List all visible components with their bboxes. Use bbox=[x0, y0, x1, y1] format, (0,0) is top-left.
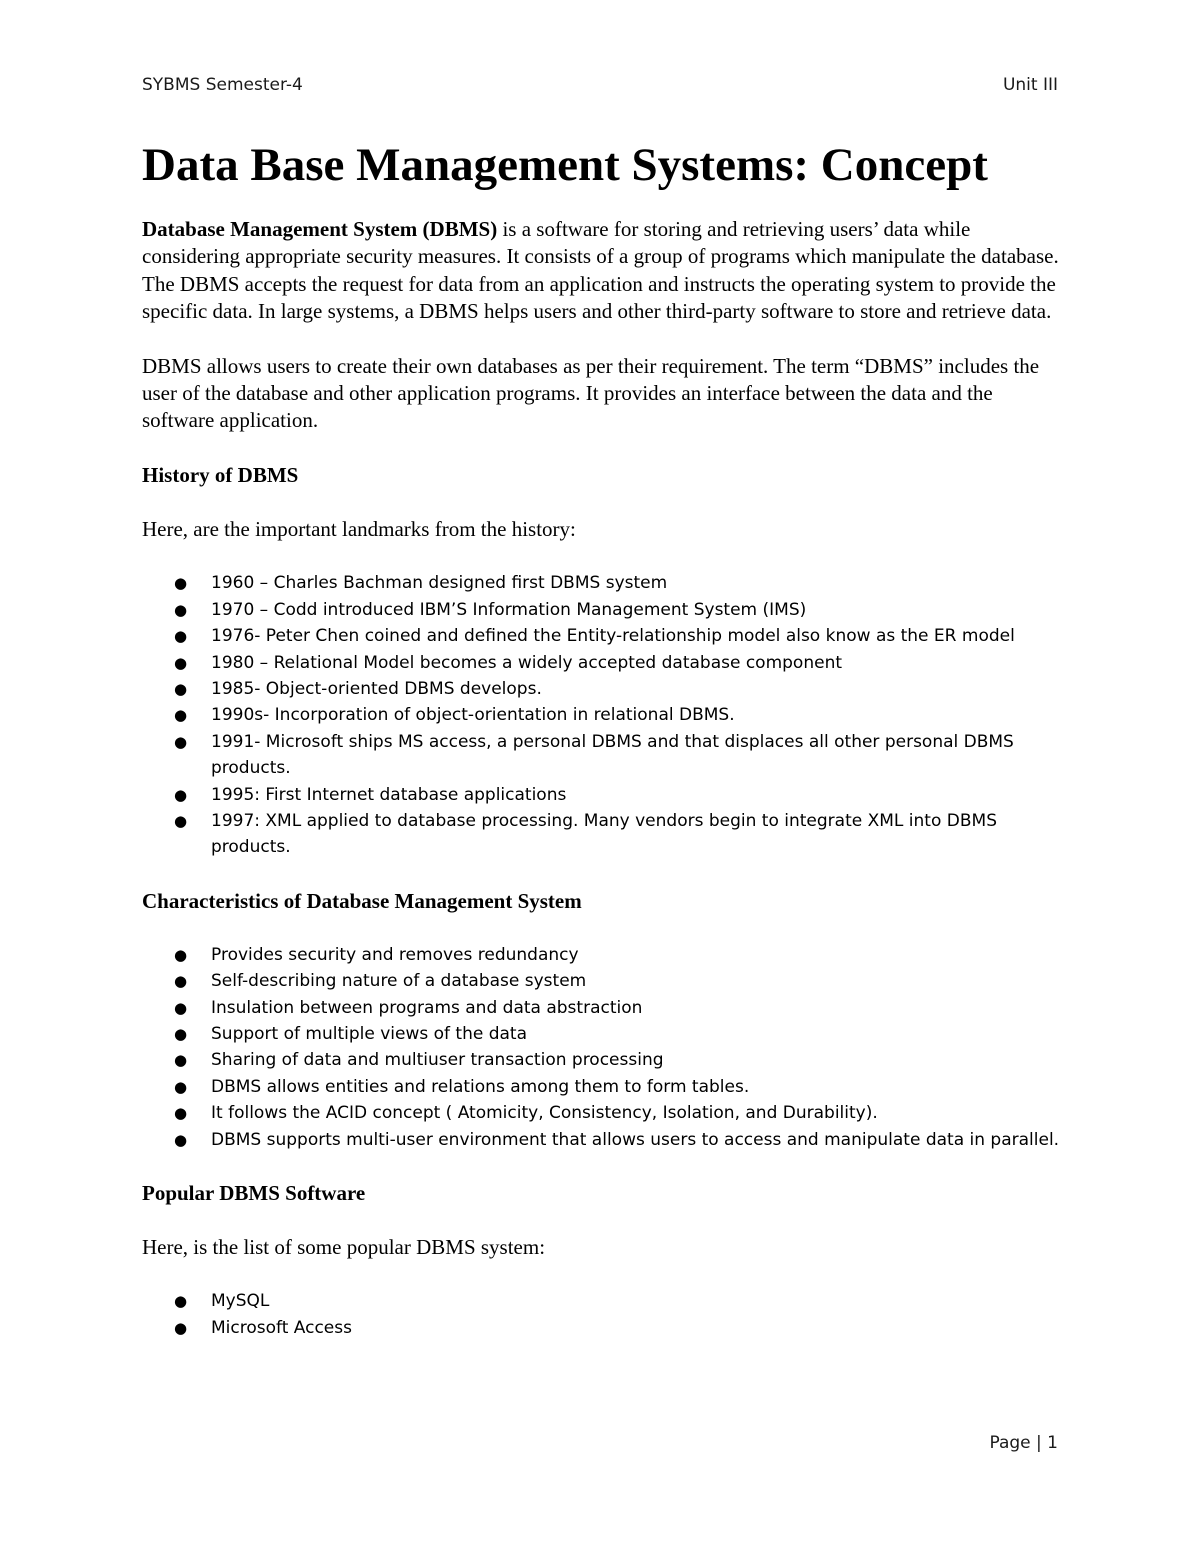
list-item-text: MySQL bbox=[211, 1291, 270, 1312]
intro-text: is a software for storing and retrieving users’ data while considering appropriate security measures. It consists of a group of programs which manipulate the database. The DBMS accepts the request for data from an application and instructs the operating system to provide the specific data. In large systems, a DBMS helps users and other third-party software to store and retrieve data. bbox=[142, 217, 1059, 324]
list-item bbox=[142, 808, 1062, 861]
list-item-text: Sharing of data and multiuser transaction processing bbox=[211, 1050, 664, 1071]
page-content bbox=[142, 138, 1062, 1368]
list-item-text: 1980 – Relational Model becomes a widely accepted database component bbox=[211, 652, 843, 673]
page-number: Page | 1 bbox=[989, 1433, 1058, 1453]
history-heading: History of DBMS bbox=[142, 462, 299, 487]
bullet-icon: ● bbox=[174, 679, 188, 698]
list-item-text: DBMS supports multi-user environment that allows users to access and manipulate data in parallel. bbox=[211, 1129, 1060, 1150]
bullet-icon: ● bbox=[174, 945, 188, 964]
list-item-text: 1990s- Incorporation of object-orientation in relational DBMS. bbox=[211, 705, 735, 726]
list-item-text: 1976- Peter Chen coined and defined the Entity-relationship model also know as the ER model bbox=[211, 626, 1015, 647]
bullet-icon: ● bbox=[174, 653, 188, 672]
list-item-text: Insulation between programs and data abstraction bbox=[211, 997, 643, 1018]
list-item bbox=[142, 1315, 1062, 1341]
list-item bbox=[142, 782, 1062, 808]
bullet-icon: ● bbox=[174, 732, 188, 751]
list-item bbox=[142, 702, 1062, 728]
bullet-icon: ● bbox=[174, 972, 188, 991]
list-item bbox=[142, 650, 1062, 676]
list-item-text: 1991- Microsoft ships MS access, a personal DBMS and that displaces all other personal DBMS products. bbox=[211, 731, 1014, 779]
list-item-text: 1970 – Codd introduced IBM’S Information Management System (IMS) bbox=[211, 599, 807, 620]
characteristics-heading: Characteristics of Database Management System bbox=[142, 888, 582, 913]
bullet-icon: ● bbox=[174, 998, 188, 1017]
list-item bbox=[142, 995, 1062, 1021]
list-item-text: Self-describing nature of a database system bbox=[211, 971, 587, 992]
bullet-icon: ● bbox=[174, 706, 188, 725]
header-course: SYBMS Semester-4 bbox=[142, 75, 303, 95]
list-item-text: 1985- Object-oriented DBMS develops. bbox=[211, 678, 542, 699]
bullet-icon: ● bbox=[174, 1104, 188, 1123]
list-item bbox=[142, 1127, 1062, 1153]
list-item-text: 1960 – Charles Bachman designed first DBMS system bbox=[211, 573, 668, 594]
bullet-icon: ● bbox=[174, 1292, 188, 1311]
bullet-icon: ● bbox=[174, 785, 188, 804]
list-item bbox=[142, 1100, 1062, 1126]
list-item bbox=[142, 1047, 1062, 1073]
bullet-icon: ● bbox=[174, 574, 188, 593]
popular-heading: Popular DBMS Software bbox=[142, 1181, 366, 1206]
list-item bbox=[142, 676, 1062, 702]
list-item-text: DBMS allows entities and relations among them to form tables. bbox=[211, 1076, 750, 1097]
list-item bbox=[142, 623, 1062, 649]
bullet-icon: ● bbox=[174, 1077, 188, 1096]
list-item-text: Support of multiple views of the data bbox=[211, 1023, 528, 1044]
list-item-text: It follows the ACID concept ( Atomicity, Consistency, Isolation, and Durability). bbox=[211, 1103, 878, 1124]
intro-term: Database Management System (DBMS) bbox=[142, 217, 498, 242]
bullet-icon: ● bbox=[174, 1130, 188, 1149]
list-item bbox=[142, 942, 1062, 968]
list-item-text: 1995: First Internet database applications bbox=[211, 784, 567, 805]
header-unit: Unit III bbox=[1002, 75, 1058, 95]
list-item bbox=[142, 570, 1062, 596]
list-item-text: Provides security and removes redundancy bbox=[211, 944, 579, 965]
popular-lead: Here, is the list of some popular DBMS system: bbox=[142, 1235, 546, 1260]
bullet-icon: ● bbox=[174, 1318, 188, 1337]
list-item bbox=[142, 1021, 1062, 1047]
page-title: Data Base Management Systems: Concept bbox=[142, 139, 988, 191]
list-item bbox=[142, 729, 1062, 782]
bullet-icon: ● bbox=[174, 1051, 188, 1070]
list-item bbox=[142, 968, 1062, 994]
history-lead: Here, are the important landmarks from the history: bbox=[142, 516, 576, 541]
history-list bbox=[142, 570, 1062, 860]
bullet-icon: ● bbox=[174, 1024, 188, 1043]
list-item-text: Microsoft Access bbox=[211, 1317, 352, 1338]
dbms-description-paragraph: DBMS allows users to create their own databases as per their requirement. The term “DBMS” includes the user of the database and other application programs. It provides an interface between the data and the software application. bbox=[142, 353, 1040, 433]
popular-list bbox=[142, 1288, 1062, 1341]
intro-paragraph bbox=[142, 216, 1062, 326]
list-item-text: 1997: XML applied to database processing. Many vendors begin to integrate XML into DBMS products. bbox=[211, 810, 997, 858]
bullet-icon: ● bbox=[174, 600, 188, 619]
list-item bbox=[142, 597, 1062, 623]
characteristics-list bbox=[142, 942, 1062, 1153]
list-item bbox=[142, 1288, 1062, 1314]
list-item bbox=[142, 1074, 1062, 1100]
bullet-icon: ● bbox=[174, 627, 188, 646]
bullet-icon: ● bbox=[174, 811, 188, 830]
